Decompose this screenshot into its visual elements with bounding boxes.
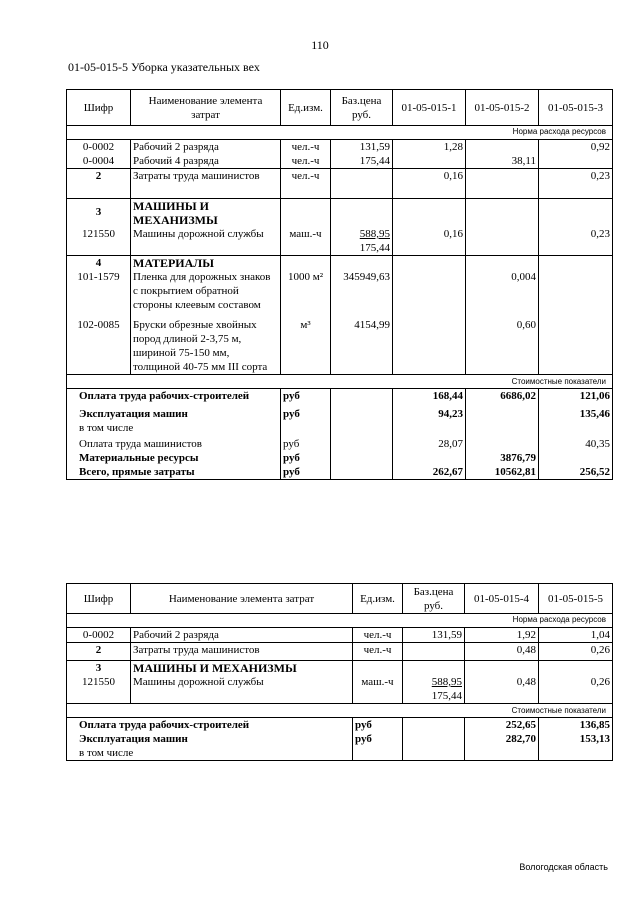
cost-row: в том числе xyxy=(67,421,613,435)
table-row: 3 МАШИНЫ И МЕХАНИЗМЫ xyxy=(67,199,613,228)
cost-row: Всего, прямые затраты руб 262,67 10562,81 256,52 xyxy=(67,465,613,480)
cost-row: Материальные ресурсы руб 3876,79 xyxy=(67,451,613,465)
page-title: 01-05-015-5 Уборка указательных вех xyxy=(68,60,260,74)
cost-row: Оплата труда рабочих-строителей руб 168,44 6686,02 121,06 xyxy=(67,389,613,404)
price-secondary: 175,44 xyxy=(431,690,462,702)
footer-region: Вологодская область xyxy=(519,862,608,872)
norm-label: Норма расхода ресурсов xyxy=(67,614,613,628)
table-row: 121550 Машины дорожной службы маш.-ч 588,95 175,44 0,16 0,23 xyxy=(67,227,613,256)
header-unit: Ед.изм. xyxy=(353,584,403,614)
table-row: 121550 Машины дорожной службы маш.-ч 588,95 175,44 0,48 0,26 xyxy=(67,675,613,704)
header-price: Баз.цена руб. xyxy=(403,584,465,614)
header-code: Шифр xyxy=(67,90,131,126)
price-secondary: 175,44 xyxy=(359,242,390,254)
cost-label: Стоимостные показатели xyxy=(67,704,613,718)
page-number: 110 xyxy=(311,38,329,52)
cost-row: Эксплуатация машин руб 94,23 135,46 xyxy=(67,403,613,421)
table-row: 3 МАШИНЫ И МЕХАНИЗМЫ xyxy=(67,661,613,676)
table-header xyxy=(67,90,613,126)
table-row: 0-0002 Рабочий 2 разряда чел.-ч 131,59 1,28 0,92 xyxy=(67,140,613,155)
resource-table-1 xyxy=(66,89,613,480)
cost-row: Оплата труда машинистов руб 28,07 40,35 xyxy=(67,435,613,451)
cost-label: Стоимостные показатели xyxy=(67,375,613,389)
cost-row: Эксплуатация машин руб 282,70 153,13 xyxy=(67,732,613,746)
header-name: Наименование элемента затрат xyxy=(131,90,281,126)
header-col1: 01-05-015-1 xyxy=(393,90,466,126)
header-price: Баз.цена руб. xyxy=(331,90,393,126)
resource-table-2 xyxy=(66,583,613,761)
table-row: 101-1579 Пленка для дорожных знаков с покрытием обратной стороны клеевым составом 1000 м² 345949,63 0,004 xyxy=(67,270,613,318)
table-row: 4 МАТЕРИАЛЫ xyxy=(67,256,613,271)
cost-row: в том числе xyxy=(67,746,613,761)
cost-row: Оплата труда рабочих-строителей руб 252,65 136,85 xyxy=(67,718,613,733)
header-col5: 01-05-015-5 xyxy=(539,584,613,614)
table-row: 0-0004 Рабочий 4 разряда чел.-ч 175,44 38,11 xyxy=(67,154,613,169)
table-row: 2 Затраты труда машинистов чел.-ч 0,48 0,26 xyxy=(67,643,613,661)
table-row: 2 Затраты труда машинистов чел.-ч 0,16 0,23 xyxy=(67,169,613,199)
header-name: Наименование элемента затрат xyxy=(131,584,353,614)
header-col4: 01-05-015-4 xyxy=(465,584,539,614)
table-row: 102-0085 Бруски обрезные хвойных пород длиной 2-3,75 м, шириной 75-150 мм, толщиной 40-75 мм III сорта м³ 4154,99 0,60 xyxy=(67,318,613,375)
norm-label: Норма расхода ресурсов xyxy=(67,126,613,140)
header-col2: 01-05-015-2 xyxy=(466,90,539,126)
price-primary: 588,95 xyxy=(359,228,390,240)
header-col3: 01-05-015-3 xyxy=(539,90,613,126)
header-code: Шифр xyxy=(67,584,131,614)
price-primary: 588,95 xyxy=(431,676,462,688)
table-header xyxy=(67,584,613,614)
header-unit: Ед.изм. xyxy=(281,90,331,126)
table-row: 0-0002 Рабочий 2 разряда чел.-ч 131,59 1,92 1,04 xyxy=(67,628,613,643)
